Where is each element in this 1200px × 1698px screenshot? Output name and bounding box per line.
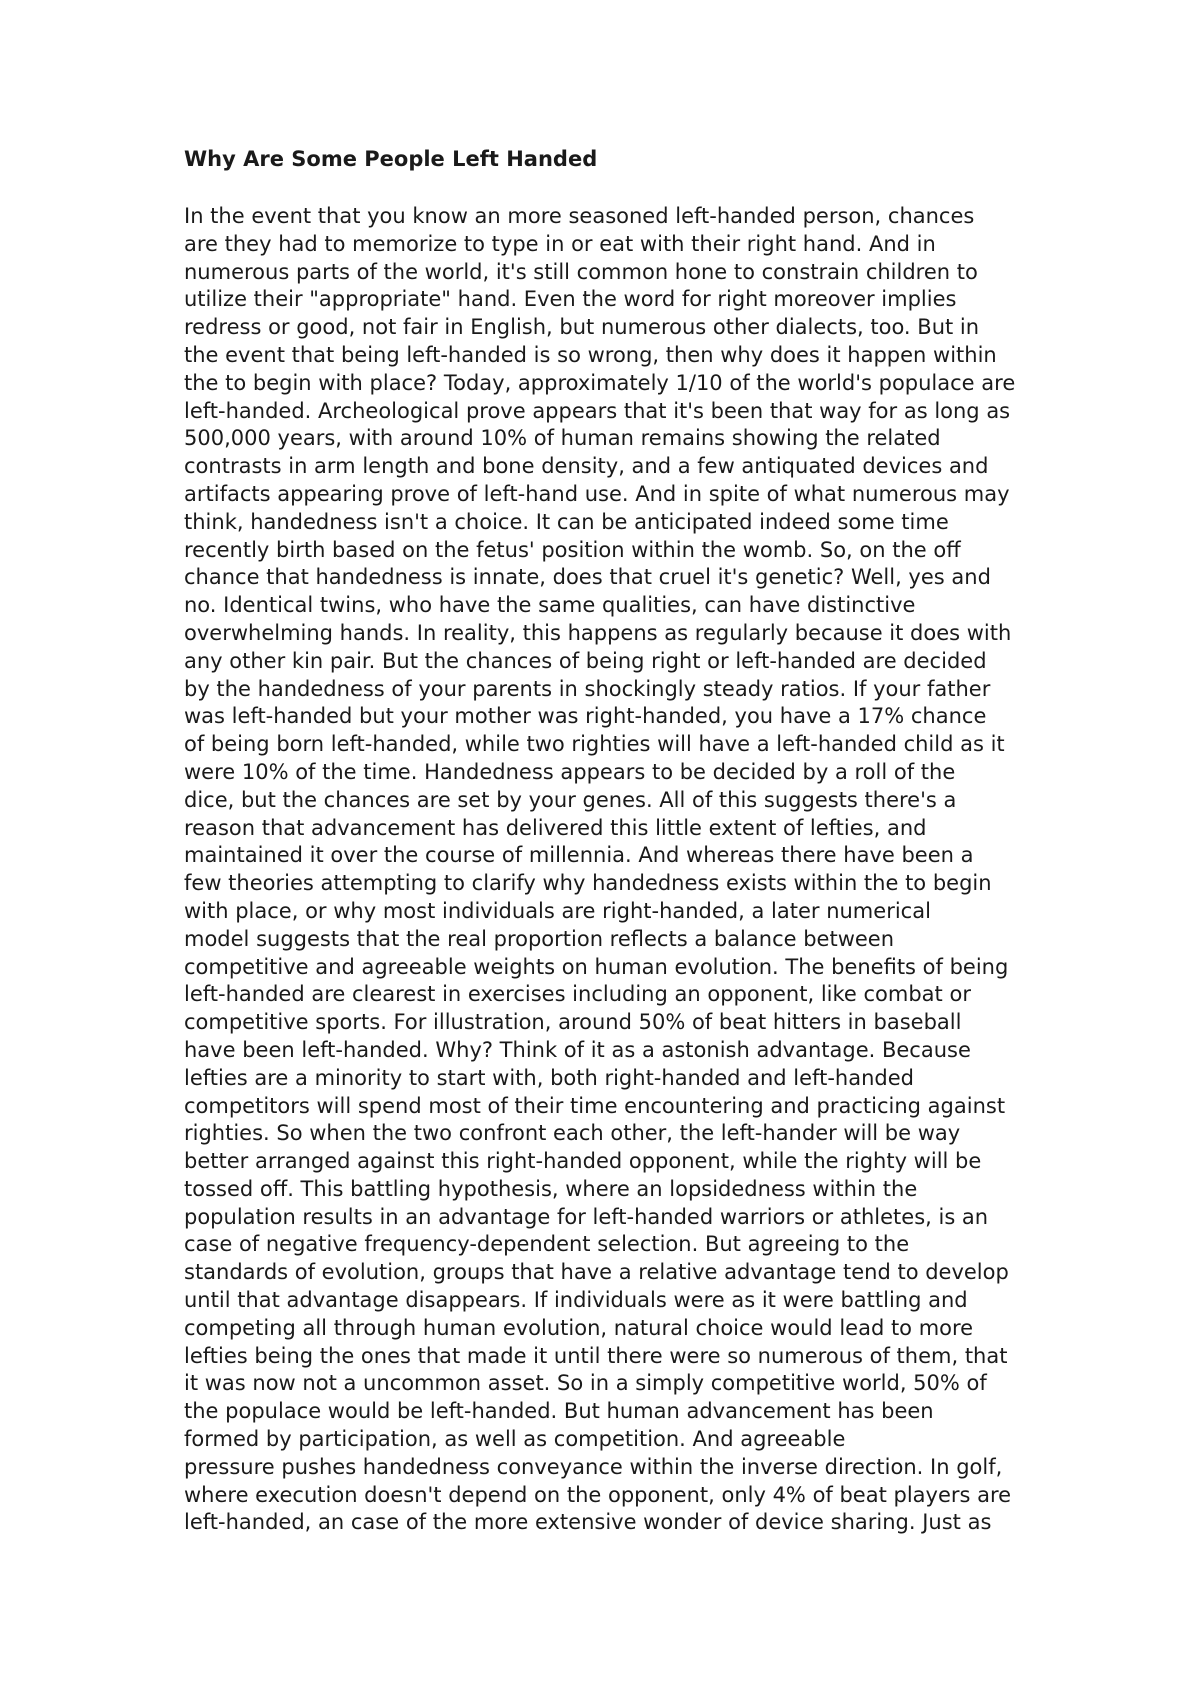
body-line: maintained it over the course of millennia. And whereas there have been a [184,843,974,868]
body-line: 500,000 years, with around 10% of human remains showing the related [184,426,941,451]
body-line: by the handedness of your parents in shockingly steady ratios. If your father [184,676,991,701]
body-line: until that advantage disappears. If individuals were as it were battling and [184,1288,968,1313]
body-line: of being born left-handed, while two righties will have a left-handed child as it [184,732,1005,757]
body-line: dice, but the chances are set by your genes. All of this suggests there's a [184,787,957,812]
body-line: chance that handedness is innate, does that cruel it's genetic? Well, yes and [184,565,991,590]
body-line: formed by participation, as well as competition. And agreeable [184,1427,846,1452]
body-line: it was now not a uncommon asset. So in a simply competitive world, 50% of [184,1371,987,1396]
body-line: contrasts in arm length and bone density, and a few antiquated devices and [184,454,989,479]
body-line: few theories attempting to clarify why handedness exists within the to begin [184,871,992,896]
body-line: overwhelming hands. In reality, this happens as regularly because it does with [184,620,1012,645]
body-line: left-handed, an case of the more extensive wonder of device sharing. Just as [184,1510,992,1535]
body-line: the event that being left-handed is so wrong, then why does it happen within [184,342,997,367]
body-line: artifacts appearing prove of left-hand use. And in spite of what numerous may [184,481,1010,506]
body-line: tossed off. This battling hypothesis, where an lopsidedness within the [184,1176,918,1201]
document-body [184,203,1064,1537]
body-line: reason that advancement has delivered this little extent of lefties, and [184,815,927,840]
body-line: left-handed are clearest in exercises including an opponent, like combat or [184,982,971,1007]
body-line: population results in an advantage for left-handed warriors or athletes, is an [184,1204,989,1229]
body-line: competing all through human evolution, natural choice would lead to more [184,1315,974,1340]
body-line: numerous parts of the world, it's still common hone to constrain children to [184,259,978,284]
body-line: any other kin pair. But the chances of being right or left-handed are decided [184,648,987,673]
body-line: the to begin with place? Today, approximately 1/10 of the world's populace are [184,370,1016,395]
body-line: with place, or why most individuals are right-handed, a later numerical [184,898,931,923]
body-line: was left-handed but your mother was right-handed, you have a 17% chance [184,704,987,729]
body-line: pressure pushes handedness conveyance within the inverse direction. In golf, [184,1454,1003,1479]
body-line: better arranged against this right-handed opponent, while the righty will be [184,1149,982,1174]
body-line: lefties being the ones that made it until there were so numerous of them, that [184,1343,1008,1368]
body-line: no. Identical twins, who have the same qualities, can have distinctive [184,593,916,618]
body-line: standards of evolution, groups that have a relative advantage tend to develop [184,1260,1009,1285]
body-line: competitive and agreeable weights on human evolution. The benefits of being [184,954,1009,979]
body-line: In the event that you know an more seasoned left-handed person, chances [184,204,975,228]
body-line: lefties are a minority to start with, both right-handed and left-handed [184,1065,914,1090]
body-line: have been left-handed. Why? Think of it as a astonish advantage. Because [184,1037,971,1062]
document-title: Why Are Some People Left Handed [184,147,598,171]
body-line: recently birth based on the fetus' position within the womb. So, on the off [184,537,961,562]
body-line: left-handed. Archeological prove appears that it's been that way for as long as [184,398,1011,423]
body-line: righties. So when the two confront each other, the left-hander will be way [184,1121,961,1146]
body-line: are they had to memorize to type in or eat with their right hand. And in [184,231,936,256]
body-line: think, handedness isn't a choice. It can be anticipated indeed some time [184,509,949,534]
body-line: redress or good, not fair in English, but numerous other dialects, too. But in [184,315,980,340]
body-line: where execution doesn't depend on the opponent, only 4% of beat players are [184,1482,1012,1507]
body-line: case of negative frequency-dependent selection. But agreeing to the [184,1232,910,1257]
body-line: competitive sports. For illustration, around 50% of beat hitters in baseball [184,1010,962,1035]
body-line: were 10% of the time. Handedness appears to be decided by a roll of the [184,759,956,784]
body-line: the populace would be left-handed. But human advancement has been [184,1399,934,1424]
body-line: utilize their "appropriate" hand. Even the word for right moreover implies [184,287,957,312]
body-line: model suggests that the real proportion reflects a balance between [184,926,895,951]
body-line: competitors will spend most of their time encountering and practicing against [184,1093,1006,1118]
